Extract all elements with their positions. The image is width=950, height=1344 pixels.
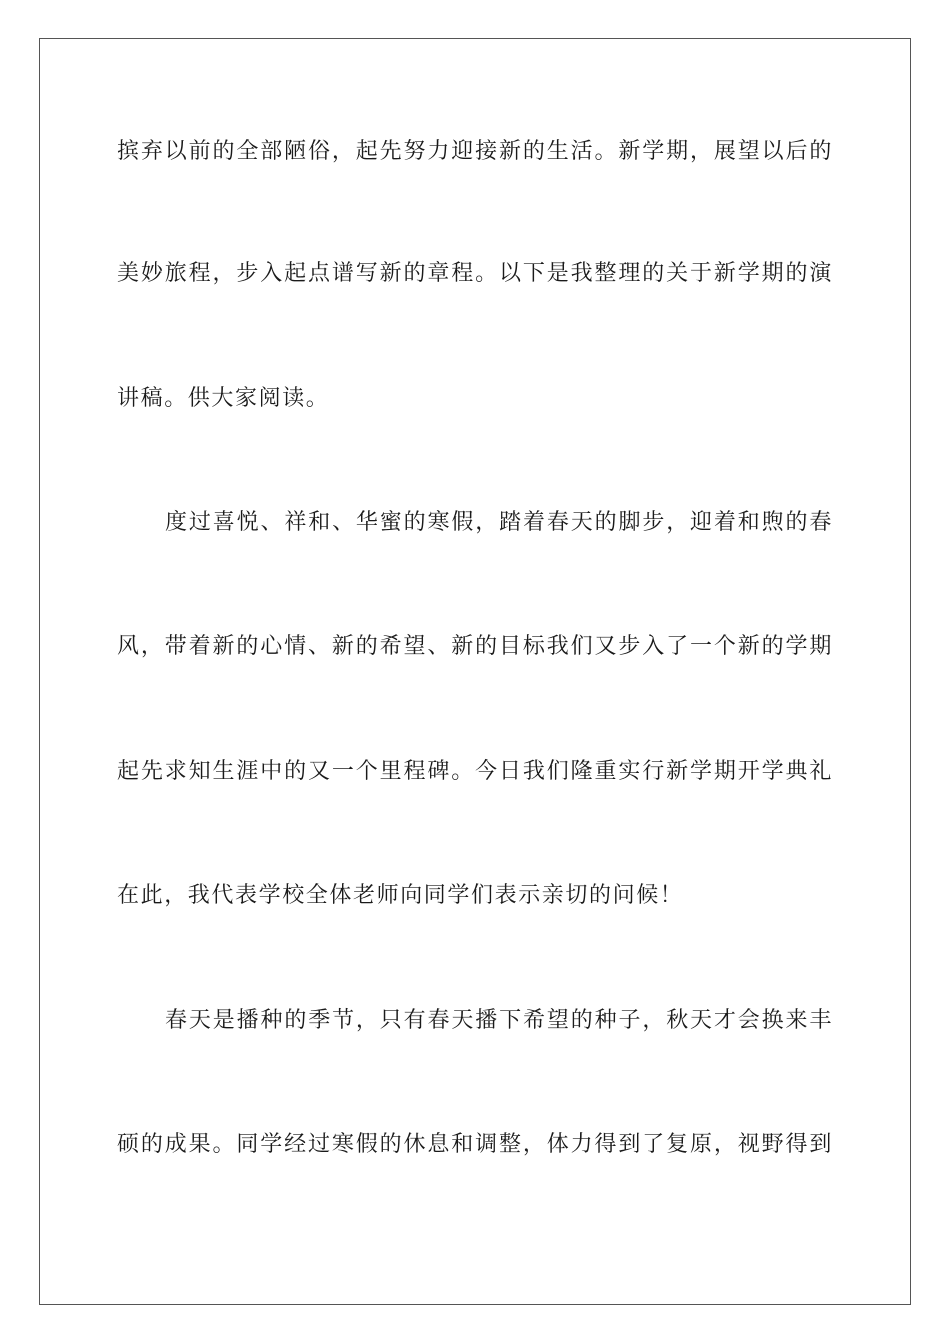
text-line-8: 春天是播种的季节，只有春天播下希望的种子，秋天才会换来丰 <box>165 1008 833 1033</box>
text-line-2: 美妙旅程，步入起点谱写新的章程。以下是我整理的关于新学期的演 <box>117 261 833 286</box>
text-line-3: 讲稿。供大家阅读。 <box>117 386 330 411</box>
text-line-4: 度过喜悦、祥和、华蜜的寒假，踏着春天的脚步，迎着和煦的春 <box>165 510 833 535</box>
text-line-7: 在此，我代表学校全体老师向同学们表示亲切的问候！ <box>117 883 684 908</box>
page-border <box>39 38 911 1305</box>
text-line-6: 起先求知生涯中的又一个里程碑。今日我们隆重实行新学期开学典礼 <box>117 759 833 784</box>
text-line-5: 风，带着新的心情、新的希望、新的目标我们又步入了一个新的学期 <box>117 634 833 659</box>
text-line-1: 摈弃以前的全部陋俗，起先努力迎接新的生活。新学期，展望以后的 <box>117 139 833 164</box>
text-line-9: 硕的成果。同学经过寒假的休息和调整，体力得到了复原，视野得到 <box>117 1132 833 1157</box>
